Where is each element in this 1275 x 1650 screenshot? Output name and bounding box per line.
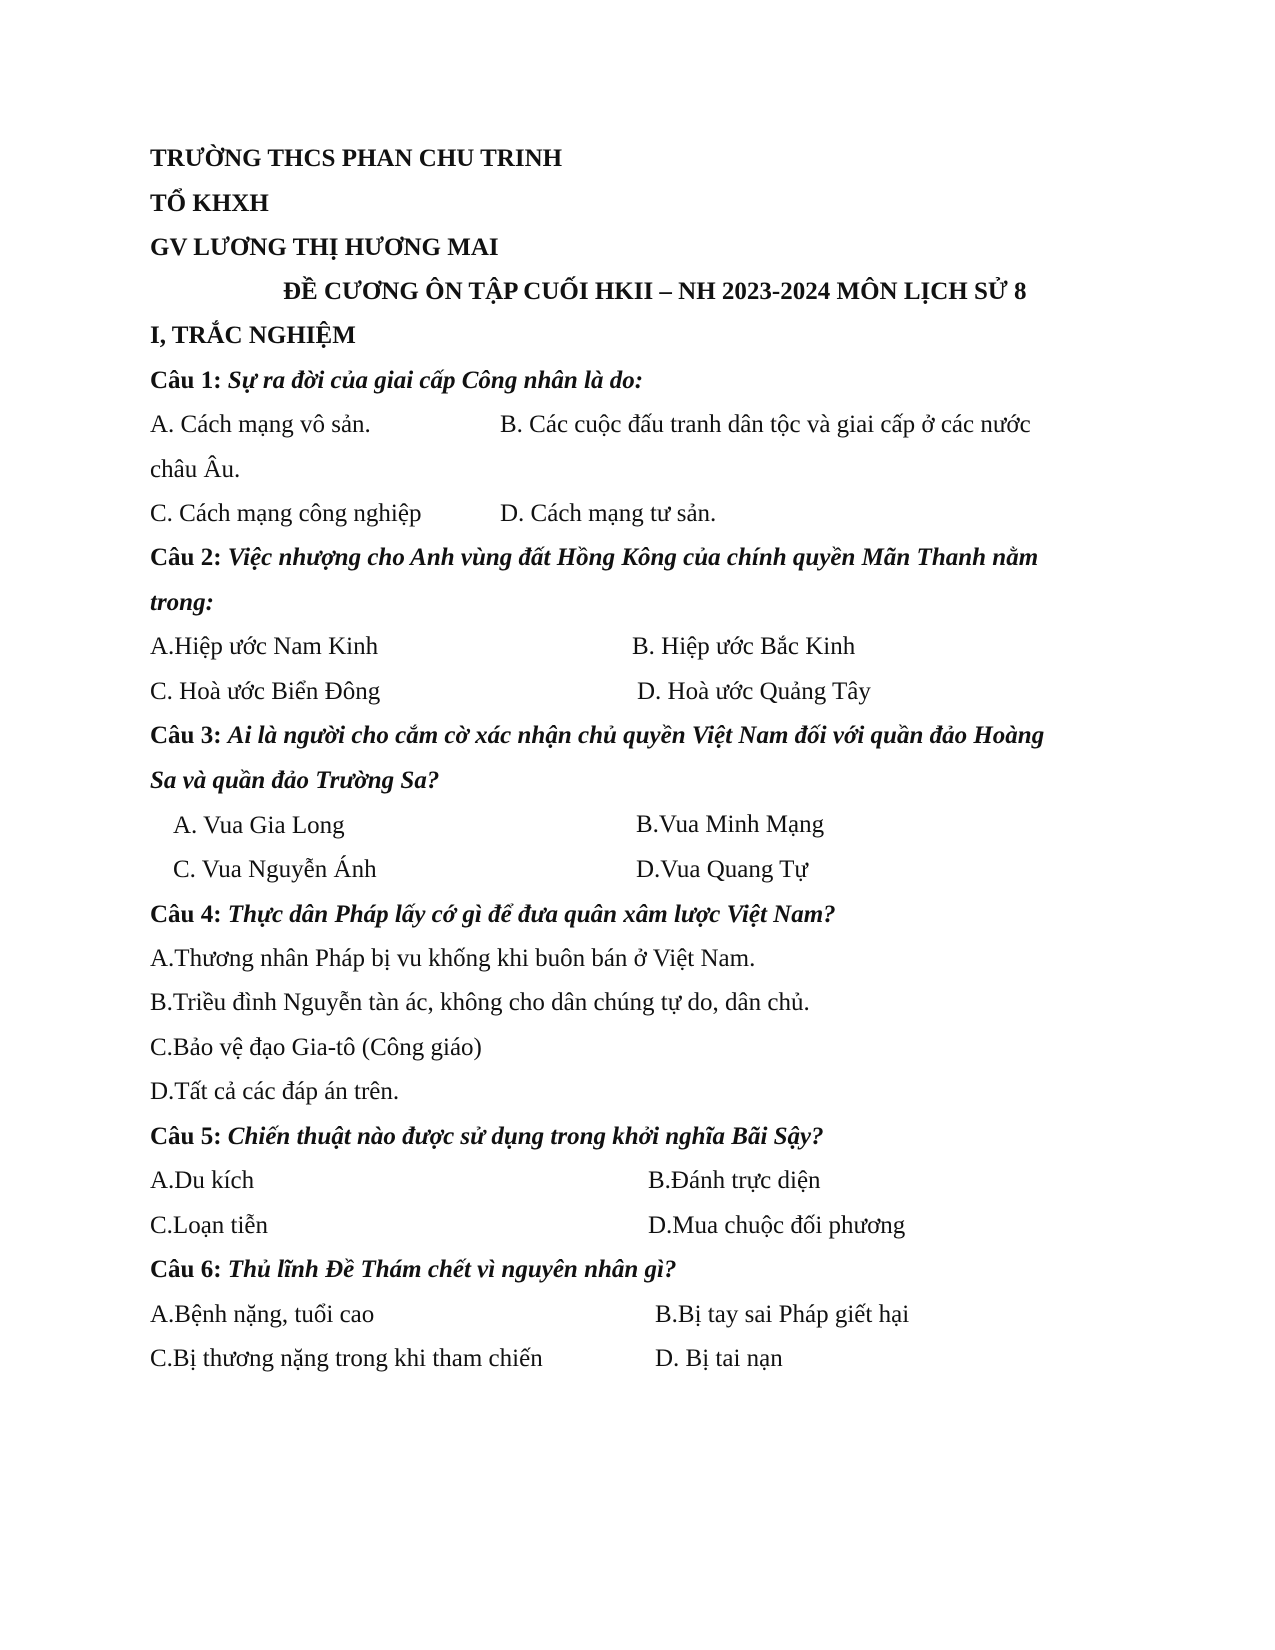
question-4 (150, 900, 836, 930)
question-label: Câu 3: (150, 722, 222, 749)
option-a: A.Hiệp ước Nam Kinh (150, 633, 379, 660)
option-d: D. Bị tai nạn (655, 1345, 783, 1372)
document-title: ĐỀ CƯƠNG ÔN TẬP CUỐI HKII – NH 2023-2024 MÔN LỊCH SỬ 8 (283, 278, 1027, 305)
question-text-continued: Sa và quần đảo Trường Sa? (150, 767, 440, 794)
option-b: B.Đánh trực diện (648, 1167, 821, 1194)
option-d: D.Tất cả các đáp án trên. (150, 1078, 400, 1105)
question-text: Việc nhượng cho Anh vùng đất Hồng Kông của chính quyền Mãn Thanh nằm (227, 544, 1039, 571)
option-c: C. Hoà ước Biển Đông (150, 678, 381, 705)
question-text: Thủ lĩnh Đề Thám chết vì nguyên nhân gì? (227, 1256, 677, 1283)
option-a: A.Thương nhân Pháp bị vu khống khi buôn bán ở Việt Nam. (150, 945, 756, 972)
question-label: Câu 2: (150, 544, 222, 571)
section-heading: I, TRẮC NGHIỆM (150, 322, 356, 349)
school-name: TRƯỜNG THCS PHAN CHU TRINH (150, 145, 563, 172)
option-c: C.Bị thương nặng trong khi tham chiến (150, 1345, 543, 1372)
option-d: D.Vua Quang Tự (636, 856, 808, 883)
option-d: D. Cách mạng tư sản. (500, 500, 717, 527)
option-b-continued: châu Âu. (150, 456, 241, 483)
option-b: B.Vua Minh Mạng (636, 811, 825, 838)
option-c: C.Bảo vệ đạo Gia-tô (Công giáo) (150, 1034, 482, 1061)
question-2 (150, 543, 1038, 573)
question-text: Ai là người cho cắm cờ xác nhận chủ quyền Việt Nam đối với quần đảo Hoàng (227, 722, 1045, 749)
option-c: C. Vua Nguyễn Ánh (173, 856, 377, 883)
option-d: D.Mua chuộc đối phương (648, 1212, 906, 1239)
question-text: Chiến thuật nào được sử dụng trong khởi nghĩa Bãi Sậy? (227, 1123, 824, 1150)
question-label: Câu 1: (150, 367, 222, 394)
department-name: TỔ KHXH (150, 190, 269, 217)
option-c: C.Loạn tiễn (150, 1212, 269, 1239)
question-label: Câu 4: (150, 901, 222, 928)
option-d: D. Hoà ước Quảng Tây (637, 678, 871, 705)
question-label: Câu 6: (150, 1256, 222, 1283)
teacher-name: GV LƯƠNG THỊ HƯƠNG MAI (150, 234, 499, 261)
option-a: A.Du kích (150, 1167, 255, 1194)
option-a: A. Cách mạng vô sản. (150, 411, 371, 438)
option-b: B. Hiệp ước Bắc Kinh (632, 633, 856, 660)
question-3 (150, 721, 1044, 751)
question-5 (150, 1122, 824, 1152)
option-b: B. Các cuộc đấu tranh dân tộc và giai cấp ở các nước (500, 411, 1031, 438)
option-c: C. Cách mạng công nghiệp (150, 500, 422, 527)
option-a: A.Bệnh nặng, tuổi cao (150, 1301, 375, 1328)
question-1 (150, 366, 643, 396)
option-b: B.Triều đình Nguyễn tàn ác, không cho dân chúng tự do, dân chủ. (150, 989, 810, 1016)
question-text-continued: trong: (150, 589, 214, 616)
question-text: Sự ra đời của giai cấp Công nhân là do: (227, 367, 644, 394)
question-text: Thực dân Pháp lấy cớ gì để đưa quân xâm lược Việt Nam? (227, 901, 836, 928)
option-a: A. Vua Gia Long (173, 812, 345, 839)
question-label: Câu 5: (150, 1123, 222, 1150)
option-b: B.Bị tay sai Pháp giết hại (655, 1301, 910, 1328)
question-6 (150, 1255, 677, 1285)
